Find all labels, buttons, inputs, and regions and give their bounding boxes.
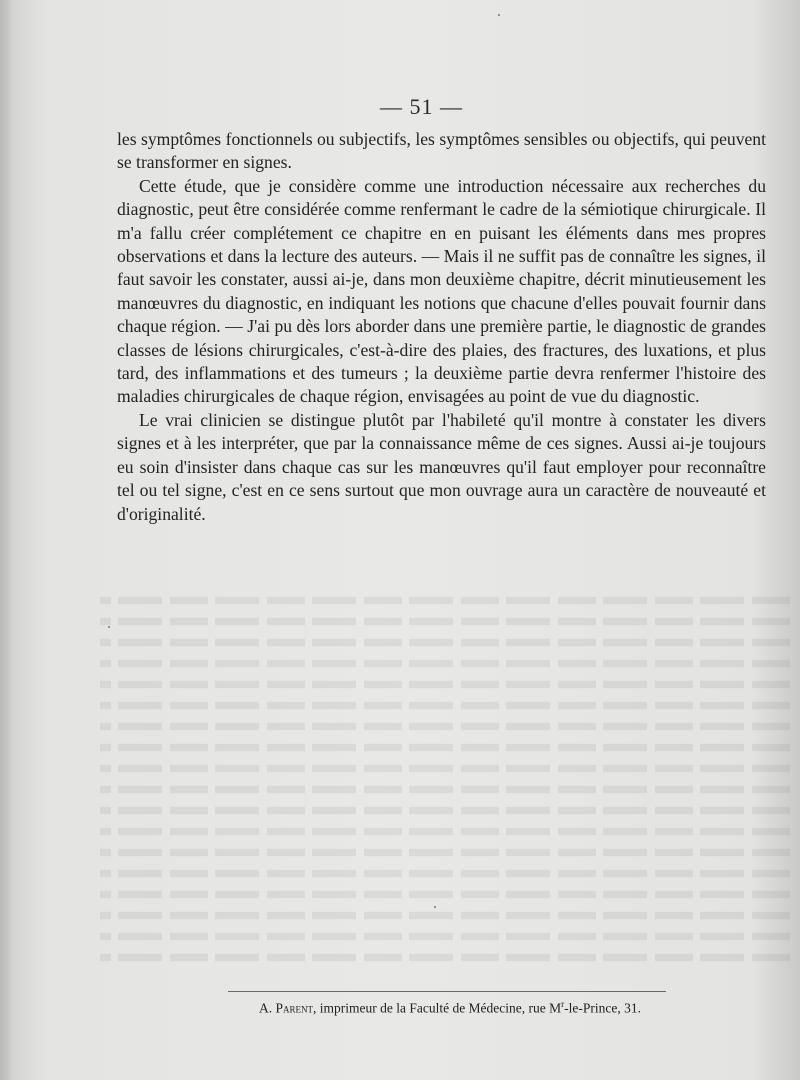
page-number: — 51 —	[380, 94, 463, 119]
printer-address: imprimeur de la Faculté de Médecine, rue M	[319, 1000, 562, 1016]
footer-rule	[228, 991, 666, 992]
paragraph-2: Cette étude, que je considère comme une introduction nécessaire aux recherches du diagnostic, peut être considérée comme renfermant le cadre de la sémiotique chirurgicale. Il m'a fallu créer complétement ce chapitre en en puisant les éléments dans mes propres observations et dans la lecture des auteurs. — Mais il ne suffit pas de connaître les signes, il faut savoir les constater, aussi ai-je, dans mon deuxième chapitre, décrit minutieusement les manœuvres du diagnostic, en indiquant les notions que chacune d'elles pouvait fournir dans chaque région. — J'ai pu dès lors aborder dans une première partie, le diagnostic de grandes classes de lésions chirurgicales, c'est-à-dire des plaies, des fractures, des luxations, et plus tard, des inflammations et des tumeurs ; la deuxième partie devra renfermer l'histoire des maladies chirurgicales de chaque région, envisagées au point de vue du diagnostic.	[117, 175, 766, 407]
paragraph-3: Le vrai clinicien se distingue plutôt par l'habileté qu'il montre à constater les divers signes et à les interpréter, que par la connaissance même de ces signes. Aussi ai-je toujours eu soin d'insister dans chaque cas sur les manœuvres qu'il faut employer pour reconnaître tel ou tel signe, c'est en ce sens surtout que mon ouvrage aura un caractère de nouveauté et d'originalité.	[117, 409, 766, 524]
printer-imprint	[200, 999, 700, 1017]
body-text	[117, 128, 766, 526]
printer-superscript: r	[561, 999, 565, 1009]
speck	[434, 906, 436, 908]
speck	[108, 626, 110, 628]
printer-street-end: -le-Prince, 31.	[564, 1000, 642, 1016]
page-edge-shadow	[0, 0, 14, 1080]
printer-name: A. Parent,	[258, 1000, 317, 1016]
speck	[498, 14, 500, 16]
paragraph-1: les symptômes fonctionnels ou subjectifs, les symptômes sensibles ou objectifs, qui peuvent se transformer en signes.	[117, 129, 766, 173]
show-through-text	[100, 590, 790, 970]
